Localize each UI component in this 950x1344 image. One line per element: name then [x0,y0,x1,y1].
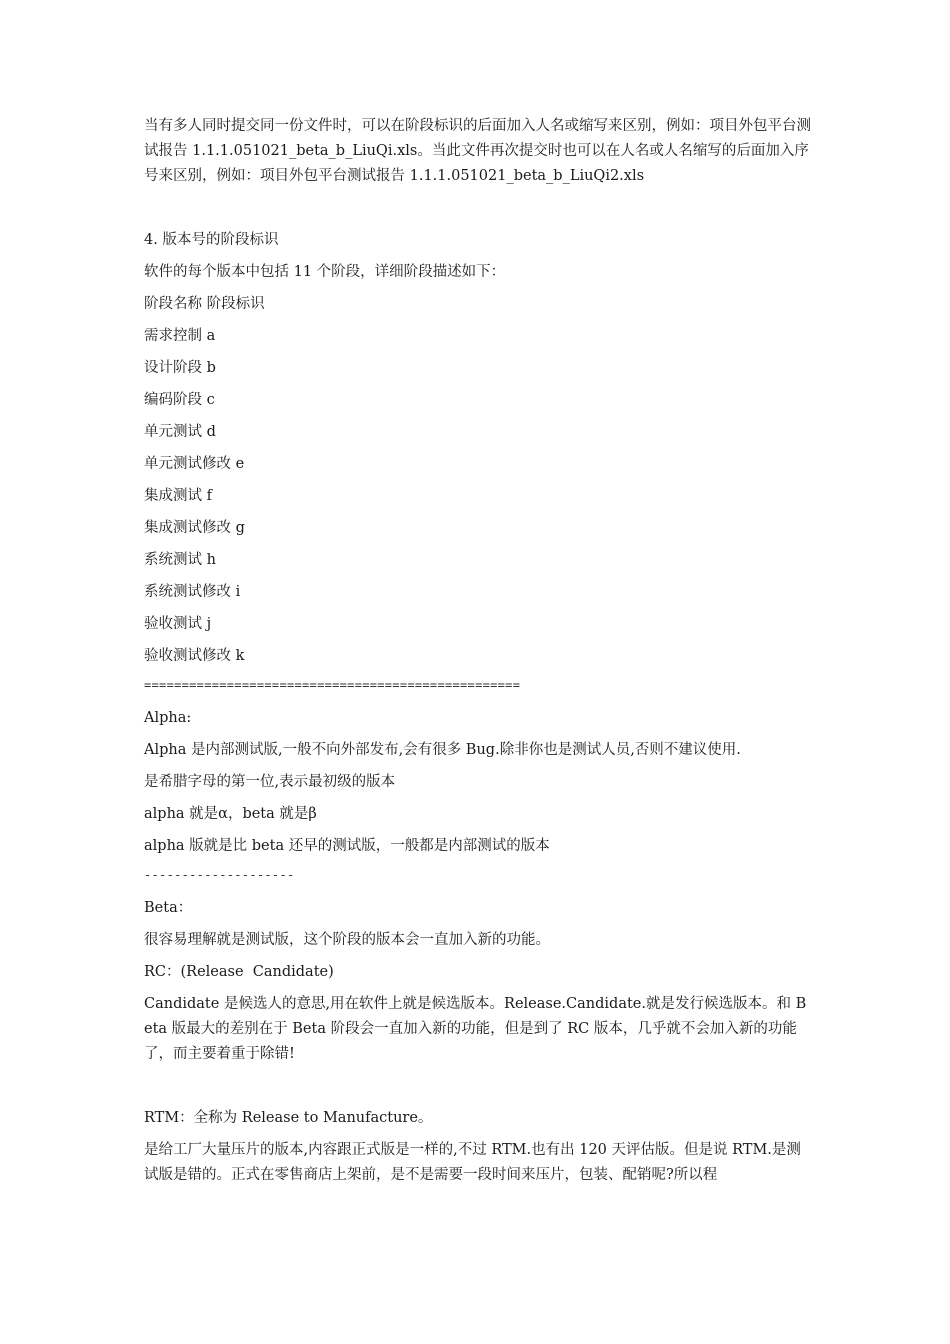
stage-item: 集成测试 f [144,488,212,504]
intro-paragraph: 当有多人同时提交同一份文件时，可以在阶段标识的后面加入人名或缩写来区别，例如：项目外包平台测试报告 1.1.1.051021_beta_b_LiuQi.xls。当此文件再次提交时也可以在人名或人名缩写的后面加入序号来区别，例如：项目外包平台测试报告 1.1.1.051021_beta_b_LiuQi2.xls [144,118,811,184]
section-intro: 软件的每个版本中包括 11 个阶段，详细阶段描述如下： [144,264,506,280]
document-body [144,114,812,1195]
stage-item: 单元测试 d [144,424,216,440]
alpha-line: alpha 版就是比 beta 还早的测试版，一般都是内部测试的版本 [144,838,550,854]
alpha-title: Alpha: [144,710,192,726]
rc-description: Candidate 是候选人的意思,用在软件上就是候选版本。Release.Candidate.就是发行候选版本。和 Beta 版最大的差别在于 Beta 阶段会一直加入新的功能，但是到了 RC 版本，几乎就不会加入新的功能了，而主要着重于除错! [144,996,807,1062]
stage-item: 单元测试修改 e [144,456,245,472]
stage-item: 需求控制 a [144,328,216,344]
alpha-line: alpha 就是α，beta 就是β [144,806,317,822]
separator-long: ================================================== [144,678,521,692]
beta-title: Beta： [144,900,193,916]
stage-table-header: 阶段名称 阶段标识 [144,296,265,312]
stage-item: 验收测试修改 k [144,648,245,664]
separator-short: -------------------- [144,868,295,882]
stage-item: 集成测试修改 g [144,520,245,536]
rc-title: RC：(Release Candidate) [144,964,334,980]
stage-item: 编码阶段 c [144,392,215,408]
section-heading: 4. 版本号的阶段标识 [144,232,279,248]
rtm-title: RTM：全称为 Release to Manufacture。 [144,1110,433,1126]
stage-item: 验收测试 j [144,616,212,632]
stage-item: 设计阶段 b [144,360,216,376]
alpha-description: Alpha 是内部测试版,一般不向外部发布,会有很多 Bug.除非你也是测试人员,否则不建议使用. [144,742,741,758]
rtm-description: 是给工厂大量压片的版本,内容跟正式版是一样的,不过 RTM.也有出 120 天评估版。但是说 RTM.是测试版是错的。正式在零售商店上架前，是不是需要一段时间来压片，包装、配销呢?所以程 [144,1142,801,1183]
stage-item: 系统测试 h [144,552,216,568]
beta-description: 很容易理解就是测试版，这个阶段的版本会一直加入新的功能。 [144,932,550,948]
spacer [144,1074,812,1106]
stage-item: 系统测试修改 i [144,584,241,600]
alpha-line: 是希腊字母的第一位,表示最初级的版本 [144,774,396,790]
spacer [144,196,812,228]
